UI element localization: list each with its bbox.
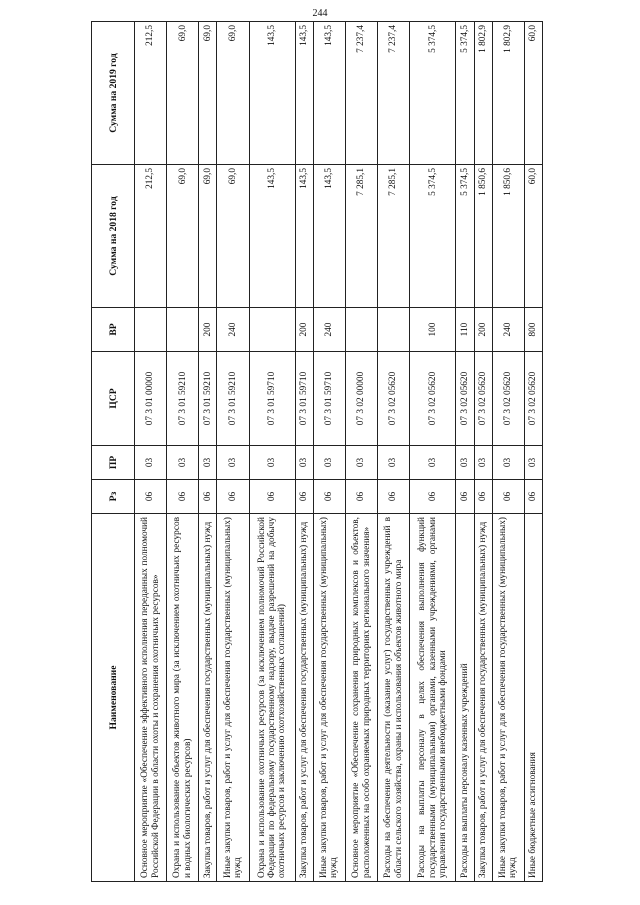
- cell-name: Закупка товаров, работ и услуг для обеспечения государственных (муниципальных) нужд: [474, 514, 492, 882]
- cell-sum-2018: 143,5: [313, 165, 345, 308]
- cell-csr: 07 3 02 05620: [524, 352, 542, 446]
- cell-rz: 06: [474, 480, 492, 514]
- table-row: [217, 22, 249, 882]
- cell-sum-2019: 5 374,5: [456, 22, 474, 165]
- cell-pr: 03: [249, 446, 295, 480]
- cell-sum-2019: 7 237,4: [345, 22, 377, 165]
- header-name: Наименование: [92, 514, 135, 882]
- header-rz: Рз: [92, 480, 135, 514]
- table-row: [524, 22, 542, 882]
- cell-pr: 03: [492, 446, 524, 480]
- cell-rz: 06: [249, 480, 295, 514]
- table-row: [167, 22, 199, 882]
- cell-vr: 200: [474, 308, 492, 352]
- cell-sum-2018: 1 850,6: [474, 165, 492, 308]
- cell-sum-2019: 5 374,5: [410, 22, 456, 165]
- budget-table: [91, 21, 543, 882]
- cell-vr: [345, 308, 377, 352]
- cell-name: Иные закупки товаров, работ и услуг для обеспечения государственных (муниципальных) нужд: [217, 514, 249, 882]
- cell-csr: 07 3 01 59210: [217, 352, 249, 446]
- cell-rz: 06: [524, 480, 542, 514]
- table-row: [135, 22, 167, 882]
- cell-csr: 07 3 01 59710: [313, 352, 345, 446]
- cell-pr: 03: [313, 446, 345, 480]
- cell-rz: 06: [167, 480, 199, 514]
- cell-sum-2018: 7 285,1: [345, 165, 377, 308]
- cell-sum-2018: 69,0: [167, 165, 199, 308]
- cell-vr: [135, 308, 167, 352]
- cell-name: Иные закупки товаров, работ и услуг для обеспечения государственных (муниципальных) нужд: [492, 514, 524, 882]
- table-row: [474, 22, 492, 882]
- cell-pr: 03: [474, 446, 492, 480]
- cell-sum-2018: 143,5: [249, 165, 295, 308]
- cell-pr: 03: [295, 446, 313, 480]
- table-row: [313, 22, 345, 882]
- cell-name: Охрана и использование охотничьих ресурсов (за исключением полномочий Российской Федерации по федеральному государственному надзору, выдаче разрешений на добычу охотничьих ресурсов и заключению охотхозяйственных соглашений): [249, 514, 295, 882]
- cell-pr: 03: [410, 446, 456, 480]
- cell-vr: 800: [524, 308, 542, 352]
- cell-name: Основное мероприятие «Обеспечение сохранения природных комплексов и объектов, расположенных на особо охраняемых природных территориях регионального значения»: [345, 514, 377, 882]
- cell-csr: 07 3 02 05620: [410, 352, 456, 446]
- cell-rz: 06: [199, 480, 217, 514]
- cell-sum-2019: 7 237,4: [378, 22, 410, 165]
- cell-sum-2018: 69,0: [217, 165, 249, 308]
- cell-sum-2019: 1 802,9: [474, 22, 492, 165]
- cell-rz: 06: [345, 480, 377, 514]
- header-pr: ПР: [92, 446, 135, 480]
- cell-name: Закупка товаров, работ и услуг для обеспечения государственных (муниципальных) нужд: [295, 514, 313, 882]
- cell-name: Расходы на выплаты персоналу казенных учреждений: [456, 514, 474, 882]
- cell-name: Иные закупки товаров, работ и услуг для обеспечения государственных (муниципальных) нужд: [313, 514, 345, 882]
- cell-rz: 06: [295, 480, 313, 514]
- cell-vr: 240: [492, 308, 524, 352]
- table-row: [378, 22, 410, 882]
- cell-pr: 03: [524, 446, 542, 480]
- cell-pr: 03: [378, 446, 410, 480]
- table-row: [199, 22, 217, 882]
- cell-name: Основное мероприятие «Обеспечение эффективного исполнения переданных полномочий Российской Федерации в области охоты и сохранения охотничьих ресурсов»: [135, 514, 167, 882]
- cell-sum-2018: 1 850,6: [492, 165, 524, 308]
- cell-sum-2018: 60,0: [524, 165, 542, 308]
- cell-pr: 03: [217, 446, 249, 480]
- cell-sum-2019: 212,5: [135, 22, 167, 165]
- table-row: [249, 22, 295, 882]
- cell-rz: 06: [378, 480, 410, 514]
- cell-sum-2018: 5 374,5: [456, 165, 474, 308]
- cell-csr: 07 3 01 59710: [249, 352, 295, 446]
- cell-pr: 03: [199, 446, 217, 480]
- cell-csr: 07 3 01 00000: [135, 352, 167, 446]
- header-vr: ВР: [92, 308, 135, 352]
- cell-pr: 03: [456, 446, 474, 480]
- cell-vr: 240: [313, 308, 345, 352]
- cell-sum-2019: 143,5: [295, 22, 313, 165]
- cell-rz: 06: [492, 480, 524, 514]
- cell-name: Расходы на выплаты персоналу в целях обеспечения выполнения функций государственными (муниципальными) органами, казенными учреждениями, органами управления государственными внебюджетными фондами: [410, 514, 456, 882]
- cell-csr: 07 3 02 05620: [492, 352, 524, 446]
- cell-sum-2019: 143,5: [313, 22, 345, 165]
- table-row: [295, 22, 313, 882]
- cell-pr: 03: [167, 446, 199, 480]
- cell-vr: 200: [199, 308, 217, 352]
- cell-vr: [249, 308, 295, 352]
- cell-csr: 07 3 01 59210: [167, 352, 199, 446]
- header-sum-2019: Сумма на 2019 год: [92, 22, 135, 165]
- cell-vr: [167, 308, 199, 352]
- cell-rz: 06: [217, 480, 249, 514]
- cell-vr: 240: [217, 308, 249, 352]
- cell-sum-2019: 69,0: [199, 22, 217, 165]
- page-number: 244: [312, 8, 328, 19]
- cell-sum-2018: 69,0: [199, 165, 217, 308]
- header-csr: ЦСР: [92, 352, 135, 446]
- table-row: [410, 22, 456, 882]
- cell-vr: [378, 308, 410, 352]
- cell-sum-2018: 143,5: [295, 165, 313, 308]
- table-header-row: [92, 22, 135, 882]
- cell-rz: 06: [456, 480, 474, 514]
- cell-csr: 07 3 01 59710: [295, 352, 313, 446]
- rotated-table-wrapper: [91, 22, 543, 882]
- cell-csr: 07 3 02 00000: [345, 352, 377, 446]
- cell-csr: 07 3 01 59210: [199, 352, 217, 446]
- cell-vr: 200: [295, 308, 313, 352]
- cell-csr: 07 3 02 05620: [378, 352, 410, 446]
- cell-rz: 06: [313, 480, 345, 514]
- cell-sum-2019: 1 802,9: [492, 22, 524, 165]
- cell-sum-2018: 5 374,5: [410, 165, 456, 308]
- cell-sum-2019: 69,0: [217, 22, 249, 165]
- cell-name: Иные бюджетные ассигнования: [524, 514, 542, 882]
- cell-sum-2018: 7 285,1: [378, 165, 410, 308]
- cell-csr: 07 3 02 05620: [474, 352, 492, 446]
- cell-pr: 03: [345, 446, 377, 480]
- table-row: [345, 22, 377, 882]
- cell-sum-2019: 60,0: [524, 22, 542, 165]
- cell-name: Охрана и использование объектов животного мира (за исключением охотничьих ресурсов и водных биологических ресурсов): [167, 514, 199, 882]
- cell-sum-2019: 143,5: [249, 22, 295, 165]
- table-row: [456, 22, 474, 882]
- cell-sum-2019: 69,0: [167, 22, 199, 165]
- cell-vr: 100: [410, 308, 456, 352]
- header-sum-2018: Сумма на 2018 год: [92, 165, 135, 308]
- cell-rz: 06: [135, 480, 167, 514]
- cell-vr: 110: [456, 308, 474, 352]
- cell-name: Закупка товаров, работ и услуг для обеспечения государственных (муниципальных) нужд: [199, 514, 217, 882]
- table-row: [492, 22, 524, 882]
- cell-pr: 03: [135, 446, 167, 480]
- cell-rz: 06: [410, 480, 456, 514]
- cell-csr: 07 3 02 05620: [456, 352, 474, 446]
- cell-sum-2018: 212,5: [135, 165, 167, 308]
- cell-name: Расходы на обеспечение деятельности (оказание услуг) государственных учреждений в области сельского хозяйства, охраны и использования объектов животного мира: [378, 514, 410, 882]
